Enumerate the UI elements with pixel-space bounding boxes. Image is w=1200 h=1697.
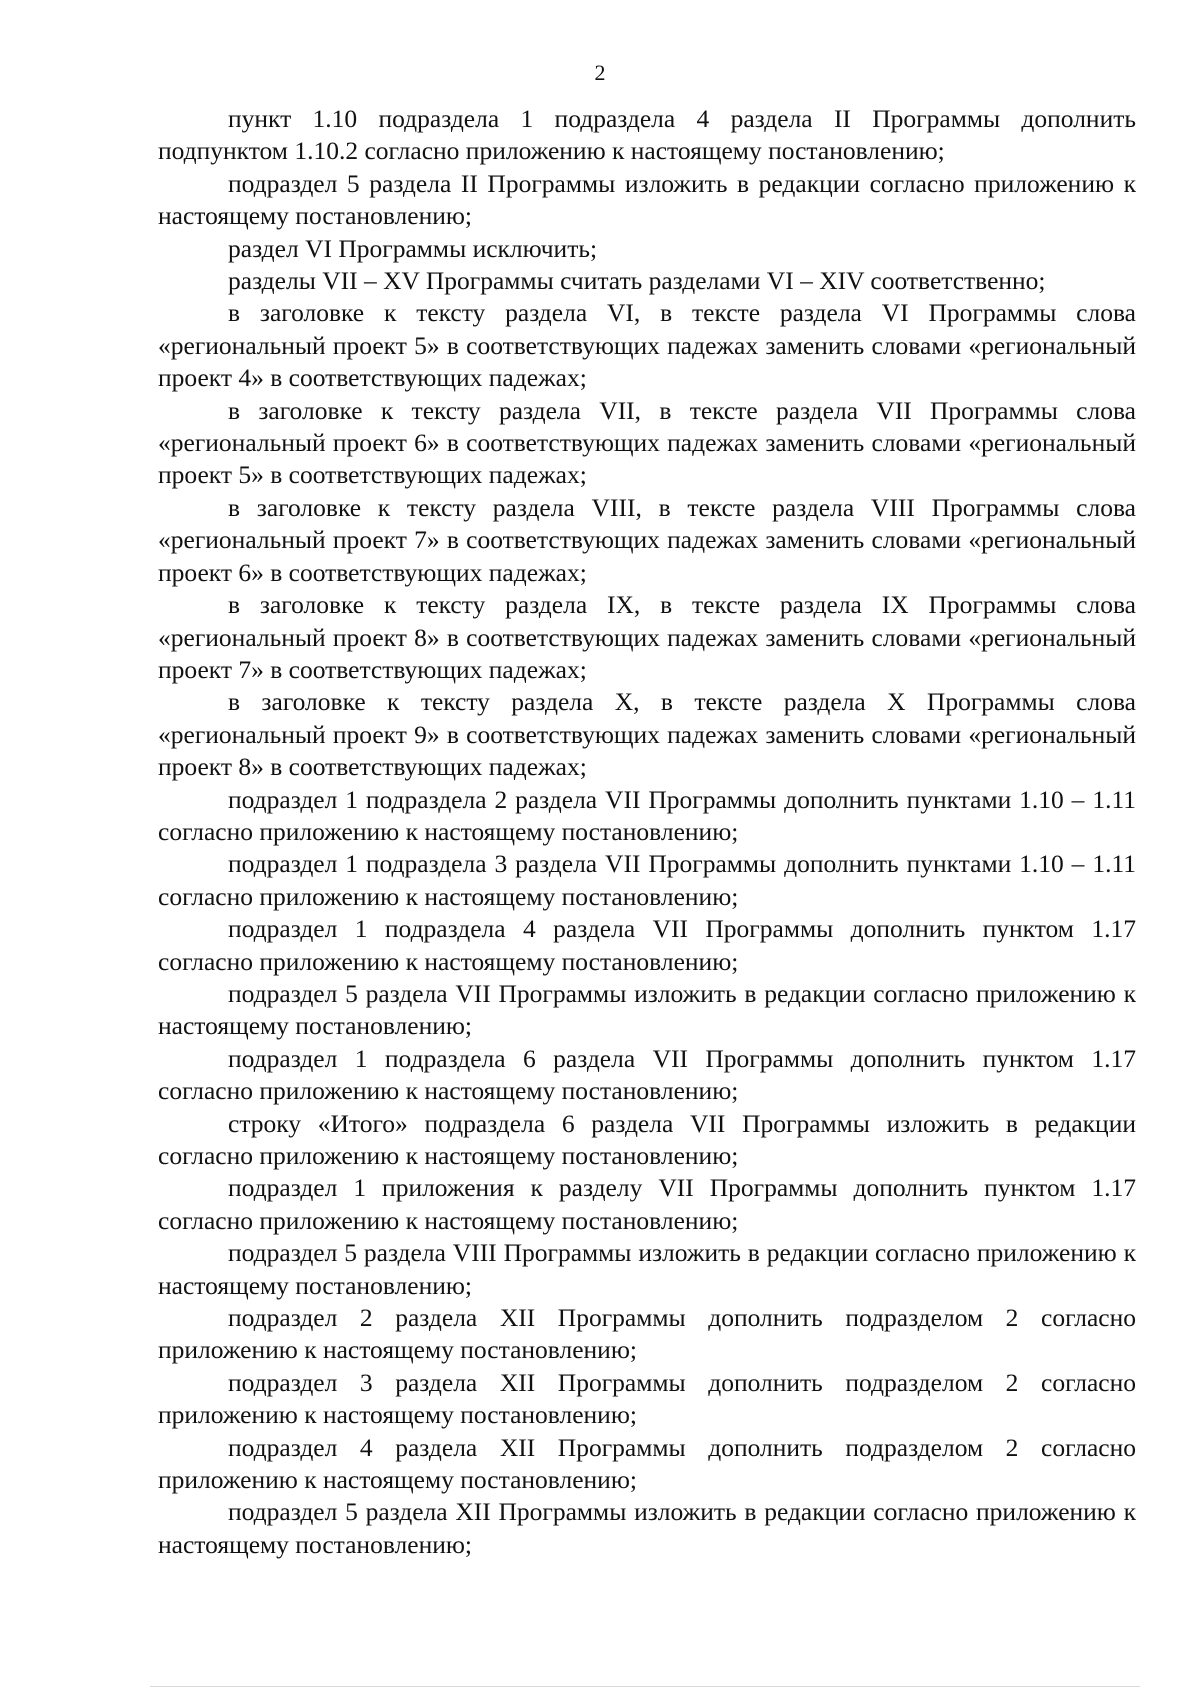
paragraph-21: подраздел 5 раздела XII Программы изложить в редакции согласно приложению к настоящему постановлению; [158,1497,1136,1559]
paragraph-2: подраздел 5 раздела II Программы изложить в редакции согласно приложению к настоящему постановлению; [158,168,1136,231]
paragraph-13: подраздел 5 раздела VII Программы изложить в редакции согласно приложению к настоящему постановлению; [158,978,1136,1041]
paragraph-20: подраздел 4 раздела XII Программы дополнить подразделом 2 согласно приложению к настоящему постановлению; [158,1432,1136,1495]
paragraph-9: в заголовке к тексту раздела X, в тексте раздела X Программы слова «региональный проект 9» в соответствующих падежах заменить словами «региональный проект 8» в соответствующих падежах; [158,687,1136,782]
paragraph-16: подраздел 1 приложения к разделу VII Программы дополнить пунктом 1.17 согласно приложению к настоящему постановлению; [158,1173,1136,1235]
document-body [158,103,1136,1561]
paragraph-4: разделы VII – XV Программы считать разделами VI – XIV соответственно; [228,266,1046,296]
paragraph-6: в заголовке к тексту раздела VII, в тексте раздела VII Программы слова «региональный проект 6» в соответствующих падежах заменить словами «региональный проект 5» в соответствующих падежах; [158,395,1136,490]
paragraph-12: подраздел 1 подраздела 4 раздела VII Программы дополнить пунктом 1.17 согласно приложению к настоящему постановлению; [158,914,1136,976]
paragraph-11: подраздел 1 подраздела 3 раздела VII Программы дополнить пунктами 1.10 – 1.11 согласно приложению к настоящему постановлению; [158,849,1136,911]
paragraph-15: строку «Итого» подраздела 6 раздела VII Программы изложить в редакции согласно приложению к настоящему постановлению; [158,1108,1136,1170]
paragraph-8: в заголовке к тексту раздела IX, в тексте раздела IX Программы слова «региональный проект 8» в соответствующих падежах заменить словами «региональный проект 7» в соответствующих падежах; [158,590,1136,684]
footer-rule [150,1686,1140,1687]
page-number: 2 [594,60,606,85]
paragraph-3: раздел VI Программы исключить; [228,233,598,263]
paragraph-7: в заголовке к тексту раздела VIII, в тексте раздела VIII Программы слова «региональный проект 7» в соответствующих падежах заменить словами «региональный проект 6» в соответствующих падежах; [158,492,1136,587]
paragraph-18: подраздел 2 раздела XII Программы дополнить подразделом 2 согласно приложению к настоящему постановлению; [158,1303,1136,1365]
paragraph-1: пункт 1.10 подраздела 1 подраздела 4 раздела II Программы дополнить подпунктом 1.10.2 согласно приложению к настоящему постановлению; [158,104,1136,166]
paragraph-5: в заголовке к тексту раздела VI, в тексте раздела VI Программы слова «региональный проект 5» в соответствующих падежах заменить словами «региональный проект 4» в соответствующих падежах; [158,298,1136,393]
paragraph-19: подраздел 3 раздела XII Программы дополнить подразделом 2 согласно приложению к настоящему постановлению; [158,1367,1136,1430]
paragraph-10: подраздел 1 подраздела 2 раздела VII Программы дополнить пунктами 1.10 – 1.11 согласно приложению к настоящему постановлению; [158,784,1136,846]
paragraph-17: подраздел 5 раздела VIII Программы изложить в редакции согласно приложению к настоящему постановлению; [158,1238,1136,1300]
paragraph-14: подраздел 1 подраздела 6 раздела VII Программы дополнить пунктом 1.17 согласно приложению к настоящему постановлению; [158,1043,1136,1106]
